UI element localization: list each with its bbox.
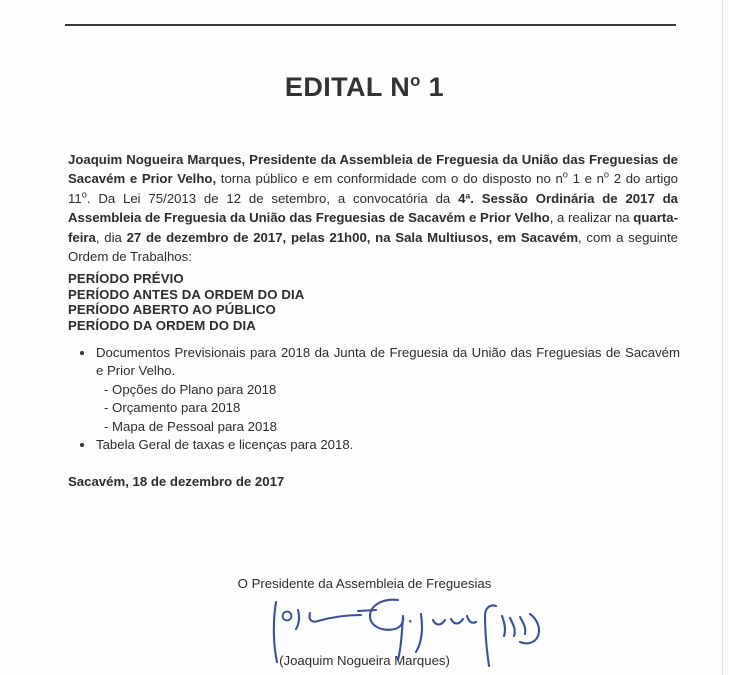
page-title-number: 1 (420, 72, 445, 102)
preamble-text-1: torna público e em conformidade com o do disposto no n (216, 171, 563, 187)
period-heading-previo: PERÍODO PRÉVIO (68, 271, 184, 286)
signature-caption: O Presidente da Assembleia de Freguesias (237, 576, 492, 591)
preamble-text-7: , com a seguinte Ordem de Trabalhos: (68, 229, 678, 265)
page-title-ordinal: o (410, 71, 421, 90)
agenda-item-2-label: Tabela Geral de taxas e licenças para 2018. (96, 437, 354, 453)
page-title (0, 72, 729, 103)
preamble-text-3: 2 do artigo 11 (68, 171, 679, 206)
preamble-weekday: quarta-feira (68, 210, 678, 245)
preamble-datetime-venue: 27 de dezembro de 2017, pelas 21h00, na Sala Multiusos, em Sacavém (126, 229, 579, 245)
period-heading-list (68, 271, 304, 333)
list-item (68, 344, 680, 381)
preamble-paragraph (68, 150, 678, 266)
preamble-text-4: . Da Lei 75/2013 de 12 de setembro, a convocatória da (86, 190, 459, 206)
agenda-list (68, 344, 680, 454)
signature-block (0, 576, 729, 668)
page-title-text: EDITAL N (284, 72, 411, 102)
agenda-sub-item-orcamento: - Orçamento para 2018 (104, 400, 241, 416)
place-and-date: Sacavém, 18 de dezembro de 2017 (68, 474, 285, 489)
period-heading-aberto-ao-publico: PERÍODO ABERTO AO PÚBLICO (68, 302, 276, 318)
preamble-sup-3: o (81, 189, 87, 200)
list-item (68, 436, 680, 454)
bullet-icon (80, 351, 84, 355)
period-heading-da-ordem-do-dia: PERÍODO DA ORDEM DO DIA (68, 317, 256, 333)
period-heading-antes-da-ordem-do-dia: PERÍODO ANTES DA ORDEM DO DIA (68, 286, 305, 302)
preamble-text-5: , a realizar na (549, 210, 634, 226)
header-rule (65, 24, 676, 26)
preamble-text-6: , dia (95, 229, 127, 245)
agenda-sub-item-mapa-pessoal: - Mapa de Pessoal para 2018 (104, 418, 278, 434)
preamble-sup-1: o (562, 170, 568, 181)
preamble-text-2: 1 e n (567, 171, 604, 187)
agenda-sub-list (104, 381, 680, 436)
agenda-sub-item-opcoes-plano: - Opções do Plano para 2018 (104, 381, 277, 397)
bullet-icon (80, 443, 84, 447)
agenda-item-1-label: Documentos Previsionais para 2018 da Junta de Freguesia da União das Freguesias de Sacavém e Prior Velho. (96, 345, 680, 379)
preamble-president-name: Joaquim Nogueira Marques, Presidente da Assembleia de Freguesia da União das Freguesias de Sacavém e Prior Velho, (68, 152, 678, 187)
preamble-session-title: 4ª. Sessão Ordinária de 2017 da Assembleia de Freguesia da União das Freguesias de Sacavém e Prior Velho (68, 190, 678, 226)
signature-name: (Joaquim Nogueira Marques) (279, 653, 450, 668)
preamble-sup-2: o (603, 170, 610, 181)
